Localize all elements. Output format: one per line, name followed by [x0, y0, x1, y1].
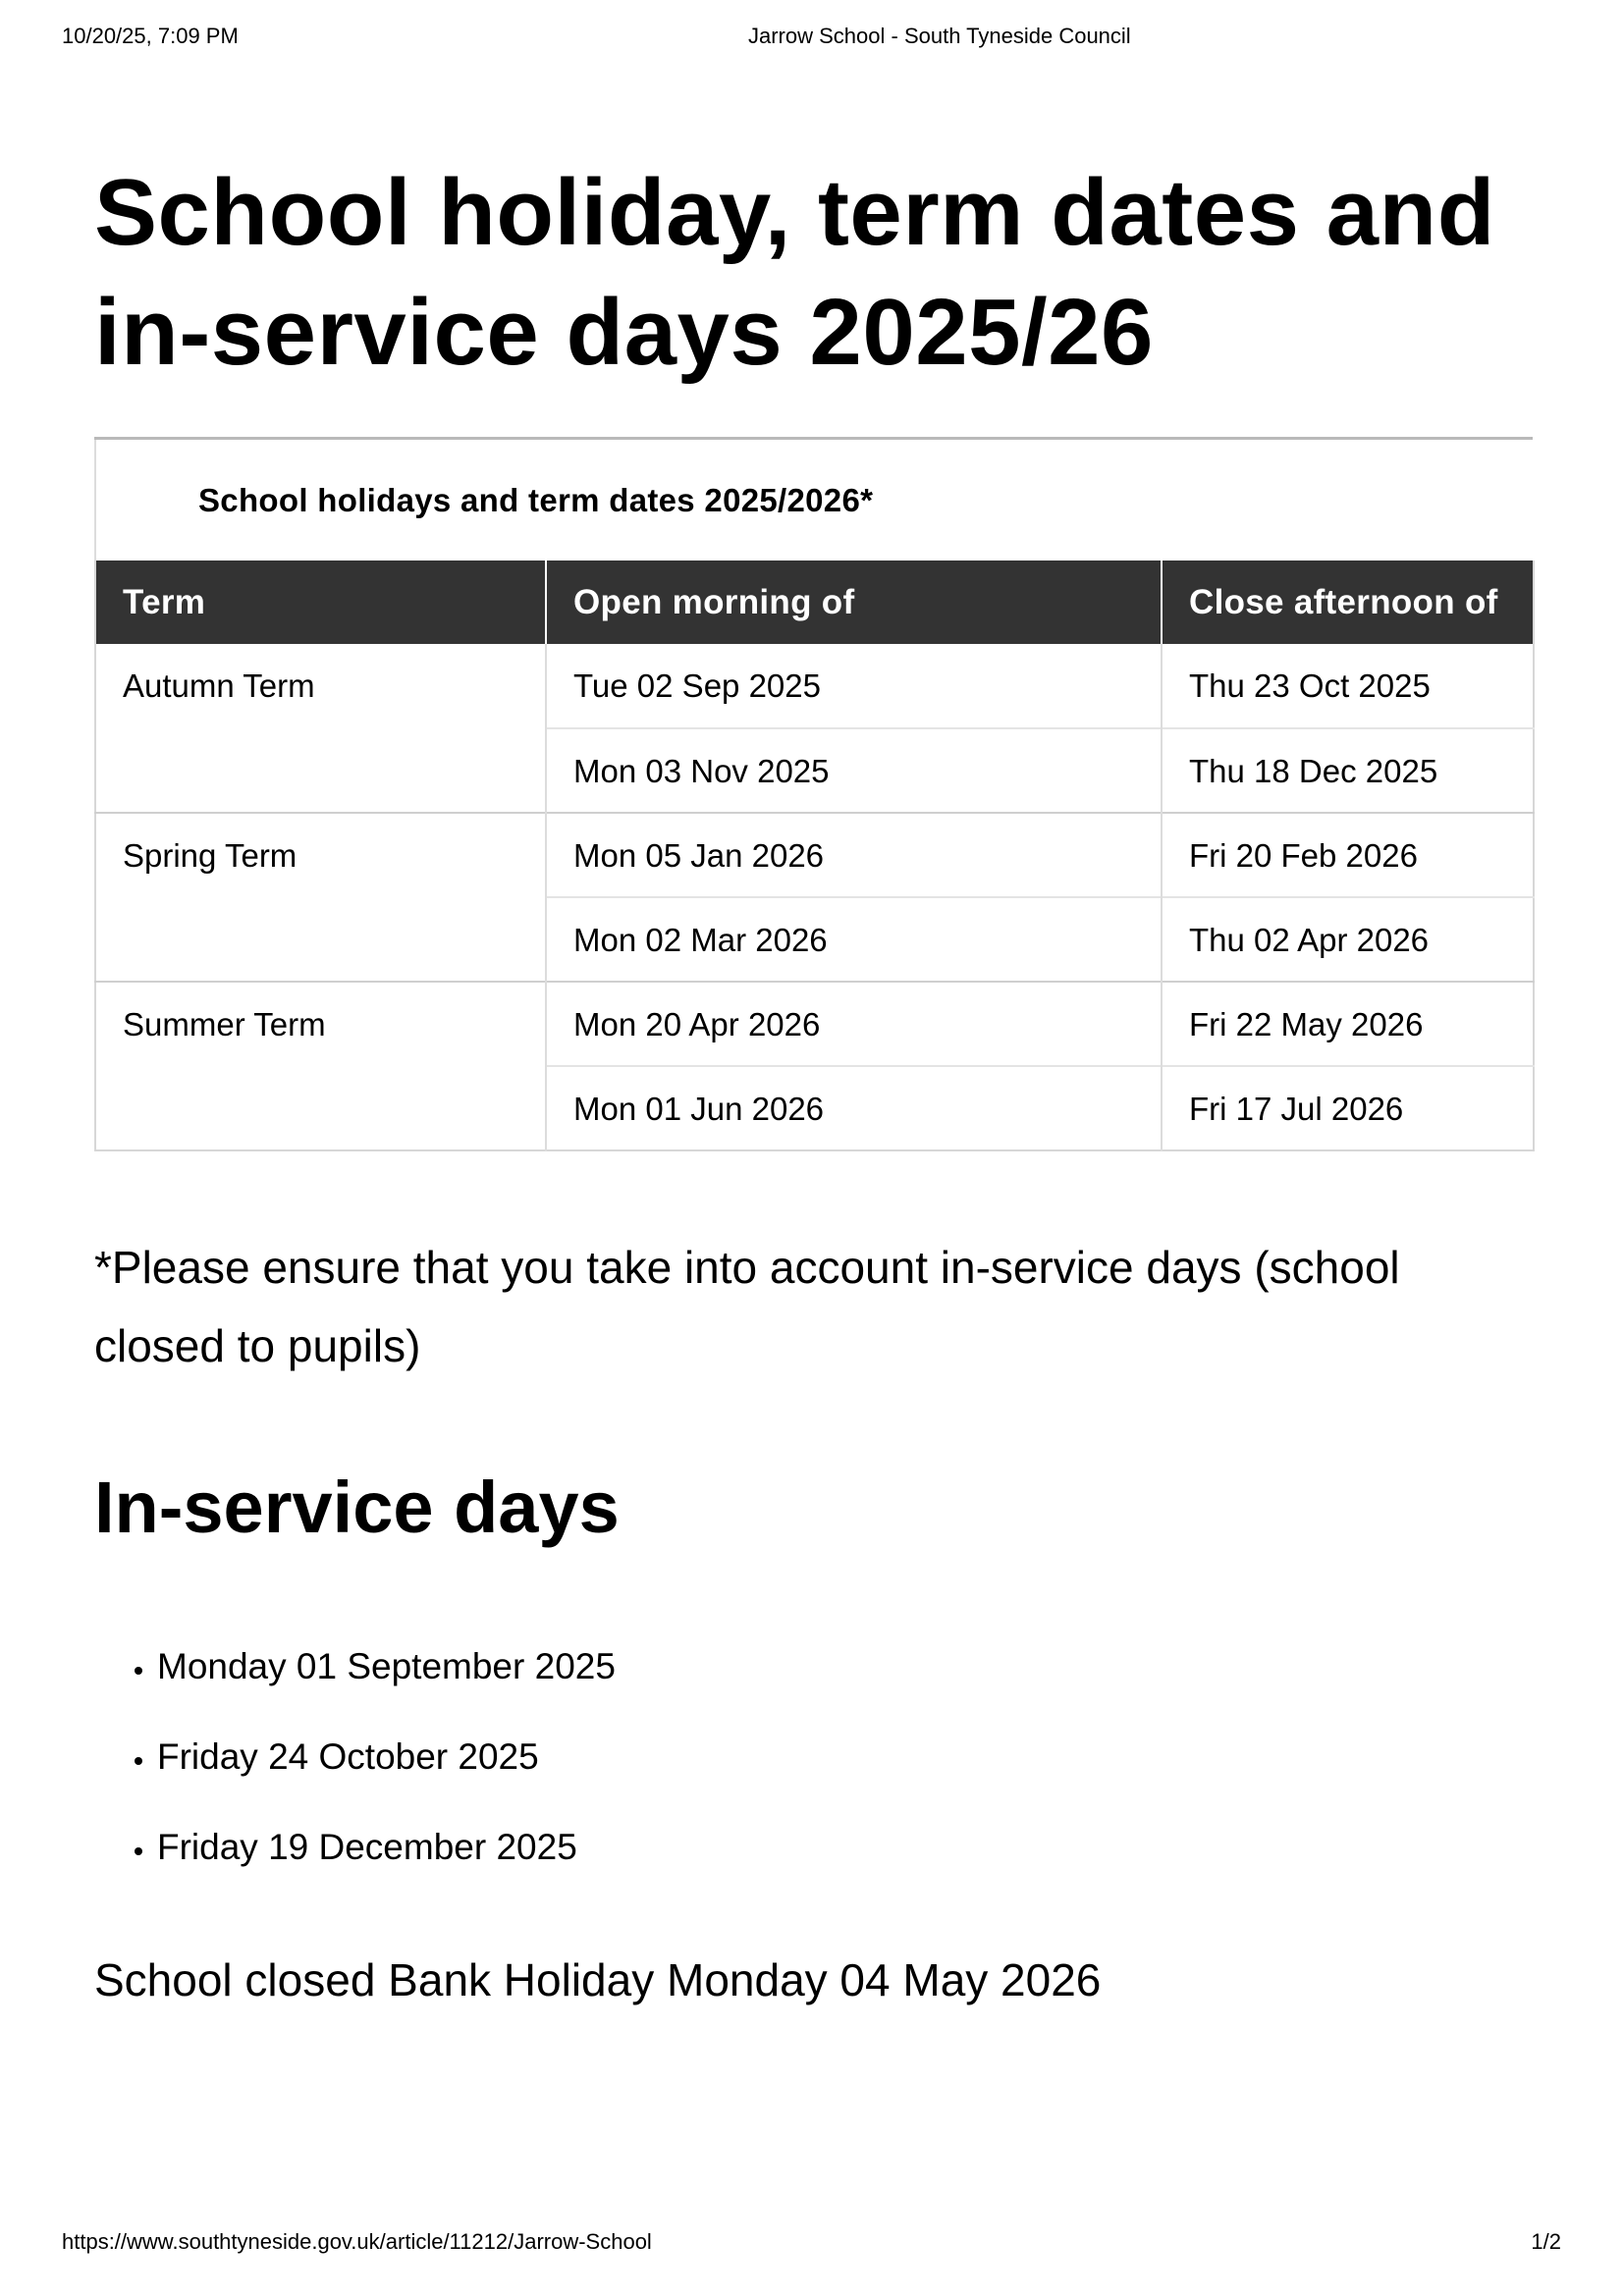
- inservice-heading: In-service days: [94, 1467, 620, 1548]
- print-datetime: 10/20/25, 7:09 PM: [62, 24, 239, 48]
- column-header-close: Close afternoon of: [1162, 561, 1534, 644]
- term-cell-spring: Spring Term: [95, 813, 546, 982]
- inservice-list-item: • Friday 19 December 2025: [157, 1823, 1623, 1872]
- close-date-cell: Fri 17 Jul 2026: [1162, 1066, 1534, 1150]
- open-date-cell: Mon 20 Apr 2026: [546, 982, 1162, 1066]
- close-date-cell: Thu 18 Dec 2025: [1162, 728, 1534, 813]
- term-dates-table: [94, 561, 1535, 1151]
- term-cell-autumn: Autumn Term: [123, 667, 315, 704]
- inservice-list-item: • Friday 24 October 2025: [157, 1733, 1623, 1782]
- close-date-cell: Fri 20 Feb 2026: [1162, 813, 1534, 897]
- column-header-open: Open morning of: [546, 561, 1162, 644]
- inservice-note: *Please ensure that you take into account in-service days (school closed to pupils): [94, 1242, 1400, 1371]
- inservice-list: [94, 1642, 1623, 1872]
- close-date-cell: Thu 02 Apr 2026: [1162, 897, 1534, 982]
- open-date-cell: Mon 02 Mar 2026: [546, 897, 1162, 982]
- close-date-cell: Thu 23 Oct 2025: [1162, 644, 1534, 728]
- table-row-spring-1: [95, 813, 1534, 897]
- source-url: https://www.southtyneside.gov.uk/article/11212/Jarrow-School: [62, 2229, 652, 2254]
- page-title: School holiday, term dates and in-service days 2025/26: [94, 160, 1495, 385]
- open-date-cell: Mon 01 Jun 2026: [546, 1066, 1162, 1150]
- close-date-cell: Fri 22 May 2026: [1162, 982, 1534, 1066]
- column-header-term: Term: [95, 561, 546, 644]
- open-date-cell: Tue 02 Sep 2025: [546, 644, 1162, 728]
- bank-holiday-note: School closed Bank Holiday Monday 04 May 2026: [94, 1954, 1102, 2005]
- table-caption: School holidays and term dates 2025/2026*: [94, 440, 1533, 561]
- table-row-autumn-1: [95, 644, 1534, 728]
- open-date-cell: Mon 03 Nov 2025: [546, 728, 1162, 813]
- term-cell-summer: Summer Term: [95, 982, 546, 1150]
- term-dates-table-container: [94, 437, 1533, 1151]
- table-header-row: [95, 561, 1534, 644]
- inservice-list-item: • Monday 01 September 2025: [157, 1642, 1623, 1691]
- table-row-summer-1: [95, 982, 1534, 1066]
- page-number: 1/2: [1531, 2229, 1561, 2254]
- print-document-title: Jarrow School - South Tyneside Council: [748, 24, 1131, 48]
- open-date-cell: Mon 05 Jan 2026: [546, 813, 1162, 897]
